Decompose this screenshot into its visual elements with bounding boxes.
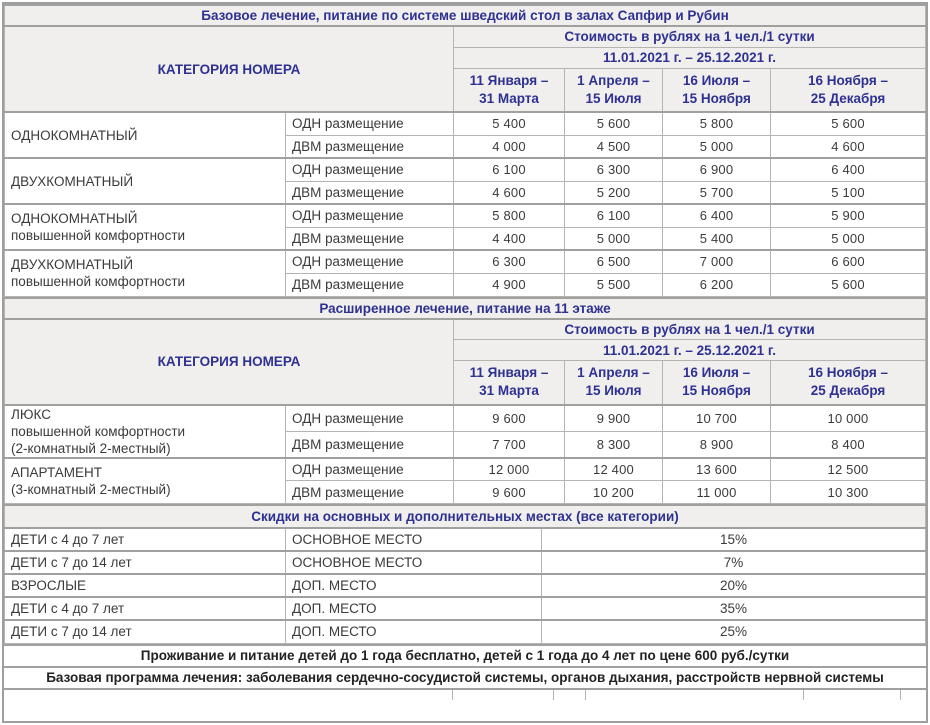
note-children-free: Проживание и питание детей до 1 года бесплатно, детей с 1 года до 4 лет по цене 600 руб./сутки (4, 644, 926, 666)
price-cell: 5 600 (771, 112, 926, 135)
occupancy-cell: ДВМ размещение (286, 273, 454, 296)
date-line: 1 Апреля – (577, 72, 650, 88)
discount-value: 7% (542, 551, 926, 574)
date-col-header-2 (565, 68, 663, 112)
price-cell: 5 400 (454, 112, 565, 135)
price-cell: 5 800 (454, 204, 565, 227)
price-cell: 6 400 (663, 204, 771, 227)
extended-price-table (4, 297, 926, 505)
discount-row (5, 574, 926, 597)
category-header: КАТЕГОРИЯ НОМЕРА (5, 26, 454, 112)
discount-value: 20% (542, 574, 926, 597)
price-cell: 12 000 (454, 458, 565, 481)
category-line: повышенной комфортности (11, 228, 186, 243)
price-cell: 5 000 (565, 227, 663, 250)
discount-place: ОСНОВНОЕ МЕСТО (286, 551, 542, 574)
price-cell: 10 700 (663, 405, 771, 432)
date-line: 31 Марта (479, 383, 539, 399)
price-cell: 6 300 (565, 158, 663, 181)
price-cell: 6 100 (454, 158, 565, 181)
base-price-table (4, 4, 926, 297)
category-line: ОДНОКОМНАТНЫЙ (11, 211, 138, 226)
occupancy-cell: ДВМ размещение (286, 181, 454, 204)
occupancy-cell: ДВМ размещение (286, 481, 454, 504)
discount-place: ДОП. МЕСТО (286, 597, 542, 620)
price-cell: 9 900 (565, 405, 663, 432)
discount-value: 15% (542, 528, 926, 551)
category-line: ЛЮКС (11, 406, 51, 422)
discount-who: ДЕТИ с 7 до 14 лет (5, 620, 286, 643)
date-line: 16 Ноября – (807, 365, 888, 381)
price-cell: 13 600 (663, 458, 771, 481)
discount-value: 35% (542, 597, 926, 620)
discounts-table (4, 504, 926, 644)
price-cell: 9 600 (454, 405, 565, 432)
price-cell: 12 400 (565, 458, 663, 481)
cost-header: Стоимость в рублях на 1 чел./1 сутки (454, 319, 926, 340)
occupancy-cell: ОДН размещение (286, 204, 454, 227)
date-line: 15 Ноября (682, 90, 751, 106)
category-header: КАТЕГОРИЯ НОМЕРА (5, 319, 454, 405)
category-cell (5, 405, 286, 458)
discount-who: ДЕТИ с 4 до 7 лет (5, 597, 286, 620)
price-cell: 6 100 (565, 204, 663, 227)
discount-who: ДЕТИ с 4 до 7 лет (5, 528, 286, 551)
price-cell: 5 000 (771, 227, 926, 250)
date-line: 16 Июля – (682, 72, 751, 88)
discount-row (5, 551, 926, 574)
date-col-header-3 (663, 68, 771, 112)
occupancy-cell: ДВМ размещение (286, 431, 454, 458)
category-line: повышенной комфортности (11, 423, 186, 439)
price-cell: 8 900 (663, 431, 771, 458)
occupancy-cell: ОДН размещение (286, 458, 454, 481)
category-line: повышенной комфортности (11, 274, 186, 290)
price-cell: 10 000 (771, 405, 926, 432)
price-cell: 4 900 (454, 273, 565, 296)
date-line: 25 Декабря (810, 90, 886, 106)
discount-row (5, 620, 926, 643)
category-line: (2-комнатный 2-местный) (11, 440, 171, 456)
price-cell: 6 900 (663, 158, 771, 181)
table-grid-line (585, 690, 586, 700)
date-line: 16 Июля – (682, 365, 751, 381)
date-col-header-3 (663, 361, 771, 405)
price-cell: 6 200 (663, 273, 771, 296)
price-cell: 5 500 (565, 273, 663, 296)
discount-place: ОСНОВНОЕ МЕСТО (286, 528, 542, 551)
category-line: ОДНОКОМНАТНЫЙ (11, 127, 138, 143)
price-cell: 5 100 (771, 181, 926, 204)
price-cell: 9 600 (454, 481, 565, 504)
section-title-discounts: Скидки на основных и дополнительных местах (все категории) (5, 505, 926, 528)
price-cell: 6 500 (565, 250, 663, 273)
table-grid-line (900, 690, 901, 700)
category-line: ДВУХКОМНАТНЫЙ (11, 257, 134, 273)
category-cell (5, 112, 286, 158)
date-line: 31 Марта (479, 90, 539, 106)
price-cell: 8 300 (565, 431, 663, 458)
category-line: АПАРТАМЕНТ (11, 464, 103, 480)
occupancy-cell: ОДН размещение (286, 405, 454, 432)
cutoff-row (4, 688, 926, 700)
date-col-header-1 (454, 361, 565, 405)
price-cell: 7 000 (663, 250, 771, 273)
price-cell: 5 400 (663, 227, 771, 250)
occupancy-cell: ОДН размещение (286, 158, 454, 181)
price-cell: 4 400 (454, 227, 565, 250)
table-grid-line (803, 690, 804, 700)
price-cell: 4 500 (565, 135, 663, 158)
date-col-header-1 (454, 68, 565, 112)
note-base-program: Базовая программа лечения: заболевания сердечно-сосудистой системы, органов дыхания, расстройств нервной системы (4, 666, 926, 688)
price-cell: 4 600 (771, 135, 926, 158)
discount-row (5, 597, 926, 620)
date-line: 15 Ноября (682, 383, 751, 399)
date-col-header-2 (565, 361, 663, 405)
date-line: 25 Декабря (810, 383, 886, 399)
price-cell: 5 200 (565, 181, 663, 204)
price-cell: 5 000 (663, 135, 771, 158)
section-title-extended: Расширенное лечение, питание на 11 этаже (5, 298, 926, 319)
occupancy-cell: ОДН размещение (286, 250, 454, 273)
price-cell: 4 000 (454, 135, 565, 158)
price-cell: 10 300 (771, 481, 926, 504)
date-line: 15 Июля (585, 90, 642, 106)
date-col-header-4 (771, 68, 926, 112)
discount-place: ДОП. МЕСТО (286, 620, 542, 643)
price-cell: 5 600 (771, 273, 926, 296)
price-cell: 10 200 (565, 481, 663, 504)
table-grid-line (553, 690, 554, 700)
category-cell (5, 250, 286, 296)
price-cell: 8 400 (771, 431, 926, 458)
category-cell (5, 204, 286, 250)
price-cell: 4 600 (454, 181, 565, 204)
price-cell: 6 400 (771, 158, 926, 181)
price-cell: 5 800 (663, 112, 771, 135)
price-cell: 6 600 (771, 250, 926, 273)
price-cell: 11 000 (663, 481, 771, 504)
date-line: 16 Ноября – (807, 72, 888, 88)
price-list-table (2, 2, 928, 723)
date-line: 11 Января – (469, 365, 549, 381)
price-cell: 6 300 (454, 250, 565, 273)
cost-header: Стоимость в рублях на 1 чел./1 сутки (454, 26, 926, 47)
date-line: 15 Июля (585, 383, 642, 399)
occupancy-cell: ДВМ размещение (286, 227, 454, 250)
occupancy-cell: ДВМ размещение (286, 135, 454, 158)
date-line: 1 Апреля – (577, 365, 650, 381)
discount-place: ДОП. МЕСТО (286, 574, 542, 597)
category-line: (3-комнатный 2-местный) (11, 481, 171, 497)
category-cell (5, 158, 286, 204)
discount-row (5, 528, 926, 551)
date-line: 11 Января – (469, 72, 549, 88)
price-cell: 12 500 (771, 458, 926, 481)
period-header: 11.01.2021 г. – 25.12.2021 г. (454, 340, 926, 361)
period-header: 11.01.2021 г. – 25.12.2021 г. (454, 47, 926, 68)
discount-who: ДЕТИ с 7 до 14 лет (5, 551, 286, 574)
occupancy-cell: ОДН размещение (286, 112, 454, 135)
price-cell: 5 600 (565, 112, 663, 135)
table-grid-line (452, 690, 453, 700)
section-title-base: Базовое лечение, питание по системе шведский стол в залах Сапфир и Рубин (5, 5, 926, 26)
price-cell: 7 700 (454, 431, 565, 458)
date-col-header-4 (771, 361, 926, 405)
discount-value: 25% (542, 620, 926, 643)
discount-who: ВЗРОСЛЫЕ (5, 574, 286, 597)
price-cell: 5 900 (771, 204, 926, 227)
category-line: ДВУХКОМНАТНЫЙ (11, 173, 134, 189)
category-cell (5, 458, 286, 504)
price-cell: 5 700 (663, 181, 771, 204)
